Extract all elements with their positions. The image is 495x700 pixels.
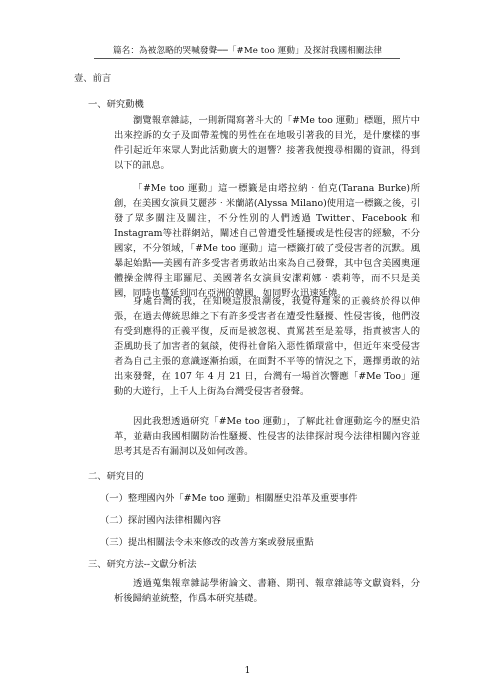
purpose-item-1: （一）整理國內外「#Me too 運動」相關歷史沿革及重要事件 bbox=[100, 493, 358, 504]
purpose-item-3: （三）提出相關法令未來修改的改善方案或發展重點 bbox=[100, 537, 314, 548]
section-heading-method: 三、研究方法--文獻分析法 bbox=[88, 559, 197, 570]
running-header: 篇名：為被忽略的哭喊發聲──「#Me too 運動」及探討我國相關法律 bbox=[112, 46, 383, 56]
paragraph-motivation-4: 因此我想透過研究「#Me too 運動」，了解此社會運動迄今的歷史沿革，並藉由我國相關防治性騷擾、性侵害的法律探討現今法律相關內容並思考其是否有漏洞以及如何改善。 bbox=[114, 416, 420, 457]
paragraph-method: 透過蒐集報章雜誌學術論文、書籍、期刊、報章雜誌等文獻資料，分析後歸納並統整，作爲本研究基礎。 bbox=[114, 578, 420, 604]
page-number: 1 bbox=[244, 666, 251, 676]
section-heading-purpose: 二、研究目的 bbox=[88, 471, 144, 482]
section-heading-motivation: 一、研究動機 bbox=[88, 99, 144, 110]
chapter-title: 壹、前言 bbox=[74, 73, 112, 84]
purpose-item-2: （二）探討國內法律相關內容 bbox=[100, 515, 221, 526]
paragraph-motivation-2: 「#Me too 運動」這一標籤是由塔拉納‧伯克(Tarana Burke)所創，在美國女演員艾麗莎‧米蘭諾(Alyssa Milano)使用這一標籤之後，引發了眾多關注及關注，不分性別的人們透過 Twitter、Facebook 和 Instagram等社群網站，闡述自己曾遭受性騷擾或是性侵害的經驗，不分國家，不分領域，「#Me too 運動」這一標籤打破了受侵害者的沉默。風暴起始點──美國有許多受害者勇敢站出來為自己發聲，其中包含美國奧運體操金牌得主耶羅尼、美國著名女演員安潔莉娜‧裘莉等，而不只是美國，同時也蔓延到同在亞洲的韓國，如同野火迅速延燒。 bbox=[114, 183, 420, 299]
paragraph-motivation-3: 身處台灣的我，在知曉這股浪潮後，我覺得遲來的正義終於得以伸張，在過去傳統思維之下有許多受害者在遭受性騷擾、性侵害後，他們沒有受到應得的正義平復，反而是被忽視、責罵甚至是羞辱，指責被害人的歪風助長了加害者的氣燄，使得社會陷入惡性循環當中，但近年來受侵害者為自己主張的意識逐漸抬頭，在面對不平等的情況之下，選擇勇敢的站出來發聲，在 107 年 4 月 21 日，台灣有一場首次響應「#Me Too」運動的大遊行，上千人上街為台灣受侵害者發聲。 bbox=[114, 296, 420, 397]
paragraph-motivation-1: 瀏覽報章雜誌，一則新聞寫著斗大的「#Me too 運動」標題，照片中出來控訴的女子及面帶羞愧的男性在在地吸引著我的目光，是什麼樣的事件引起近年來眾人對此活動廣大的迴響？接著我便搜尋相關的資訊，得到以下的訊息。 bbox=[114, 115, 420, 171]
header-rule bbox=[94, 58, 400, 59]
